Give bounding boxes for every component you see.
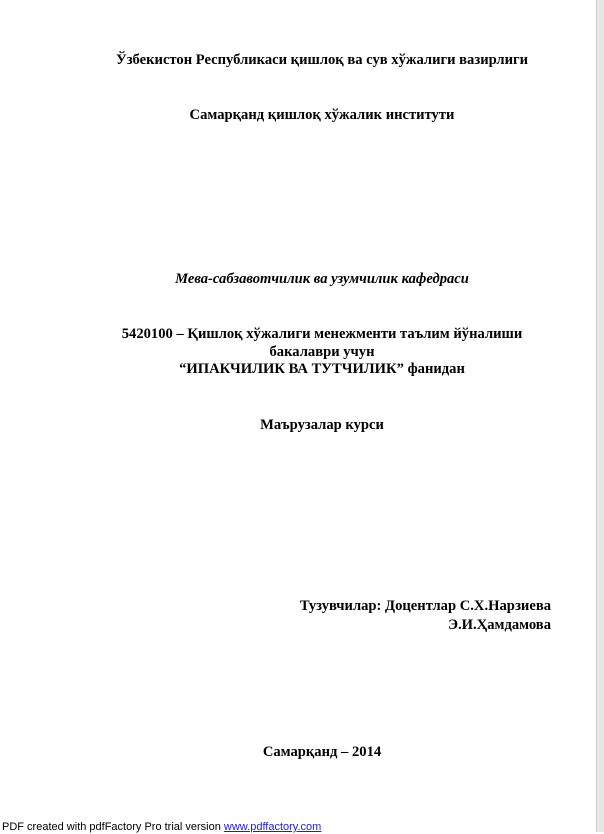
program-line-1: 5420100 – Қишлоқ хўжалиги менежменти таълим йўналиши [121, 326, 523, 342]
department-heading: Мева-сабзавотчилик ва узумчилик кафедраси [175, 271, 469, 287]
authors-line-1: Тузувчилар: Доцентлар С.Х.Нарзиева [299, 598, 551, 614]
page-edge-scrollbar [596, 0, 604, 832]
place-year: Самарқанд – 2014 [262, 744, 382, 760]
document-type: Маърузалар курси [260, 417, 384, 433]
footer-text: PDF created with pdfFactory Pro trial version [2, 821, 224, 833]
program-line-2: бакалаври учун [269, 344, 375, 360]
authors-line-2: Э.И.Ҳамдамова [448, 617, 551, 633]
subject-line: “ИПАКЧИЛИК ВА ТУТЧИЛИК” фанидан [179, 361, 465, 377]
institute-heading: Самарқанд қишлоқ хўжалик институти [189, 107, 455, 123]
ministry-heading: Ўзбекистон Республикаси қишлоқ ва сув хўжалиги вазирлиги [115, 52, 529, 68]
footer-link[interactable]: www.pdffactory.com [223, 821, 322, 833]
